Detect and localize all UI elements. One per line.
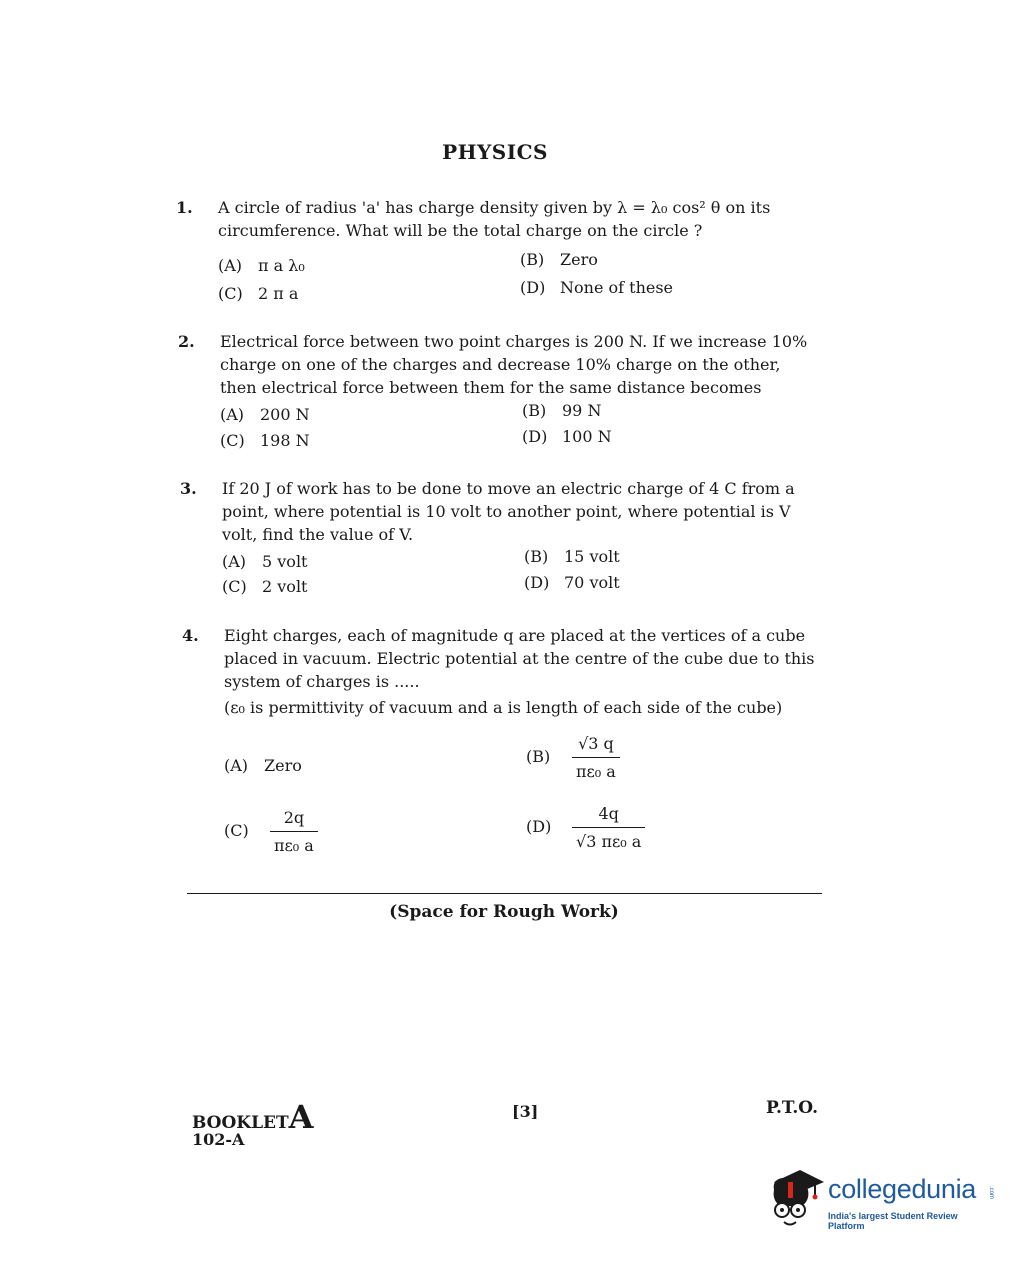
booklet-code: 102-A [192,1130,245,1149]
page-number: [3] [512,1102,539,1121]
option-text: Zero [560,250,598,269]
brand-logo [766,1160,996,1230]
option-label: (D) [524,573,550,592]
option-label: (D) [526,817,552,836]
question-text: A circle of radius 'a' has charge density given by λ = λ₀ cos² θ on its circumference. What will be the total charge on the circle ? [218,198,771,240]
pto-label: P.T.O. [766,1098,818,1118]
option-a [224,754,302,777]
option-d [520,276,673,299]
option-a [220,403,310,426]
mascot-icon [766,1160,826,1230]
option-text: 198 N [260,431,310,450]
option-d [526,802,645,853]
option-label: (C) [222,577,247,596]
option-label: (A) [222,552,247,571]
question-text: If 20 J of work has to be done to move an electric charge of 4 C from a point, where potential is 10 volt to another point, where potential is V volt, find the value of V. [222,479,795,544]
option-b [526,732,620,783]
option-label: (A) [224,756,249,775]
option-b [520,248,598,271]
fraction-d [572,802,645,853]
question-number: 2. [178,332,195,351]
page-title: PHYSICS [442,140,548,164]
brand-tagline: India's largest Student Review Platform [828,1211,958,1231]
option-text: 15 volt [564,547,620,566]
option-label: (B) [520,250,545,269]
brand-suffix: .com [988,1186,994,1200]
fraction-c [270,806,318,857]
option-d [522,425,612,448]
option-c [224,806,318,857]
option-text: 2 volt [262,577,308,596]
fraction-denominator: √3 πε₀ a [576,832,642,851]
option-a [222,550,307,573]
option-text: 70 volt [564,573,620,592]
fraction-b [572,732,620,783]
fraction-numerator: 2q [270,806,318,832]
option-label: (D) [520,278,546,297]
brand-name: collegedunia [828,1174,977,1204]
option-text: 99 N [562,401,602,420]
option-label: (B) [526,747,551,766]
question-number: 1. [176,198,193,217]
fraction-numerator: √3 q [572,732,620,758]
divider-line [187,893,822,894]
question-number: 4. [182,626,199,645]
option-b [522,399,601,422]
option-a [218,254,305,277]
fraction-numerator: 4q [572,802,645,828]
rough-work-label: (Space for Rough Work) [389,902,619,922]
option-c [222,575,307,598]
option-text: None of these [560,278,674,297]
option-c [220,429,310,452]
question-note: (ε₀ is permittivity of vacuum and a is length of each side of the cube) [224,698,783,717]
option-text: 200 N [260,405,310,424]
option-label: (C) [224,821,249,840]
option-text: Zero [264,756,302,775]
booklet-text: BOOKLET [192,1113,289,1133]
option-label: (B) [522,401,547,420]
option-text: 100 N [562,427,612,446]
option-text: π a λ₀ [258,256,305,275]
option-b [524,545,620,568]
question-number: 3. [180,479,197,498]
option-label: (C) [220,431,245,450]
option-c [218,282,298,305]
question-text: Eight charges, each of magnitude q are placed at the vertices of a cube placed in vacuum. Electric potential at the centre of the cube due to this system of charges is ..... [224,626,815,691]
option-label: (A) [220,405,245,424]
question-text: Electrical force between two point charges is 200 N. If we increase 10% charge on one of the charges and decrease 10% charge on the other, then electrical force between them for the same distance becomes [220,332,808,397]
option-text: 5 volt [262,552,308,571]
option-text: 2 π a [258,284,299,303]
option-label: (B) [524,547,549,566]
option-label: (A) [218,256,243,275]
fraction-denominator: πε₀ a [274,836,314,855]
fraction-denominator: πε₀ a [576,762,616,781]
option-d [524,571,620,594]
booklet-letter: A [288,1098,314,1136]
option-label: (C) [218,284,243,303]
option-label: (D) [522,427,548,446]
